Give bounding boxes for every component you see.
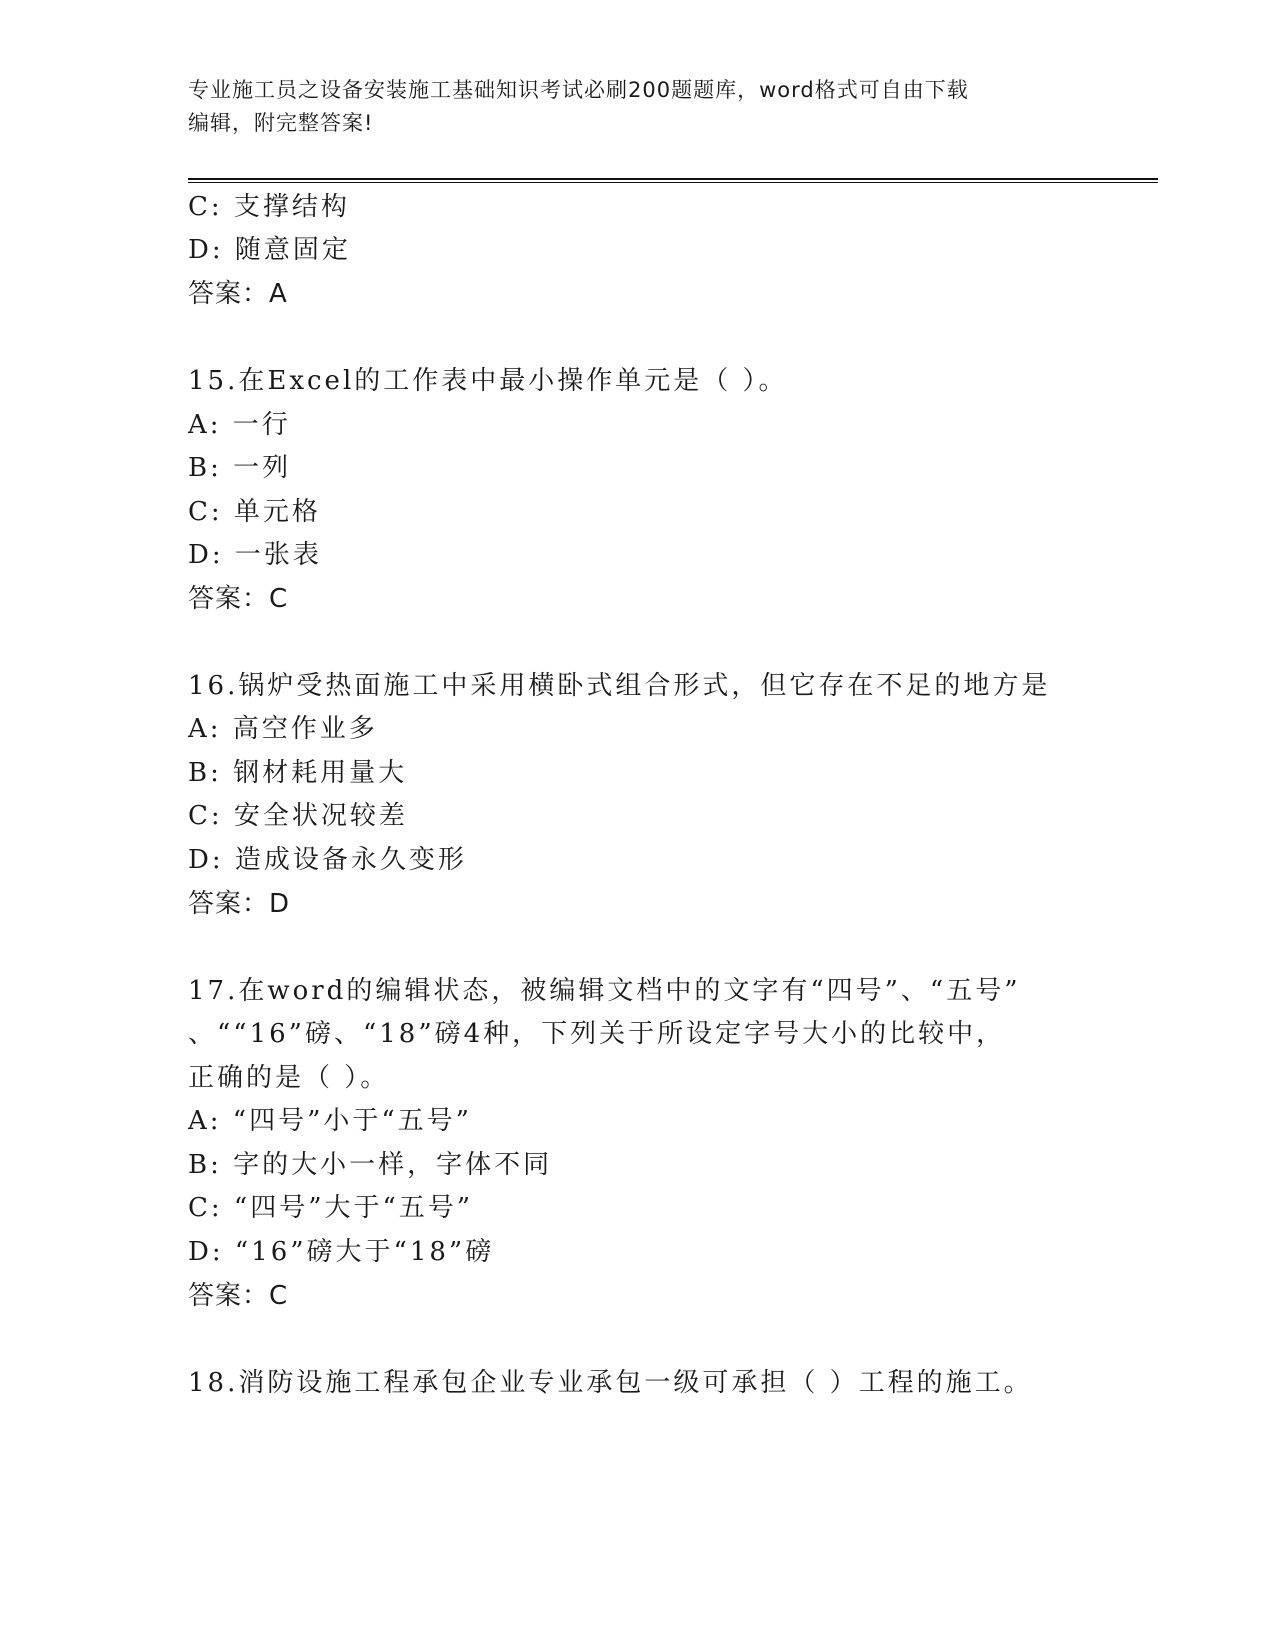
q17-answer: 答案：C [188,1281,289,1311]
q14-option-d: D: 随意固定 [188,235,351,265]
header-divider [188,178,1158,183]
q15-option-d: D: 一张表 [188,540,322,570]
q14-answer: 答案：A [188,279,288,309]
q15-option-b: B: 一列 [188,453,292,483]
q17-question-line-3: 正确的是（ ）。 [188,1063,390,1093]
q16-option-a: A: 高空作业多 [188,714,378,744]
q15-question: 15.在Excel的工作表中最小操作单元是（ ）。 [188,366,788,396]
q16-option-c: C: 安全状况较差 [188,801,408,831]
q16-option-d: D: 造成设备永久变形 [188,845,467,875]
q17-option-b: B: 字的大小一样，字体不同 [188,1150,553,1180]
q16-option-b: B: 钢材耗用量大 [188,758,408,788]
q17-option-d: D: “16”磅大于“18”磅 [188,1237,495,1267]
q17-question-line-2: 、““16”磅、“18”磅4种，下列关于所设定字号大小的比较中， [188,1019,1006,1049]
header-title-line-2: 编辑，附完整答案! [188,111,374,135]
header-title-line-1: 专业施工员之设备安装施工基础知识考试必刷200题题库，word格式可自由下载 [188,78,969,102]
q17-option-a: A: “四号”小于“五号” [188,1106,472,1136]
document-header [188,74,1088,140]
q16-question: 16.锅炉受热面施工中采用横卧式组合形式，但它存在不足的地方是 [188,671,1051,701]
q15-option-c: C: 单元格 [188,497,321,527]
q16-answer: 答案：D [188,889,291,919]
q14-option-c: C: 支撑结构 [188,192,350,222]
q17-question-line-1: 17.在word的编辑状态，被编辑文档中的文字有“四号”、“五号” [188,976,1021,1006]
q15-option-a: A: 一行 [188,410,291,440]
q18-question: 18.消防设施工程承包企业专业承包一级可承担（ ）工程的施工。 [188,1368,1033,1398]
q15-answer: 答案：C [188,584,289,614]
q17-option-c: C: “四号”大于“五号” [188,1193,474,1223]
